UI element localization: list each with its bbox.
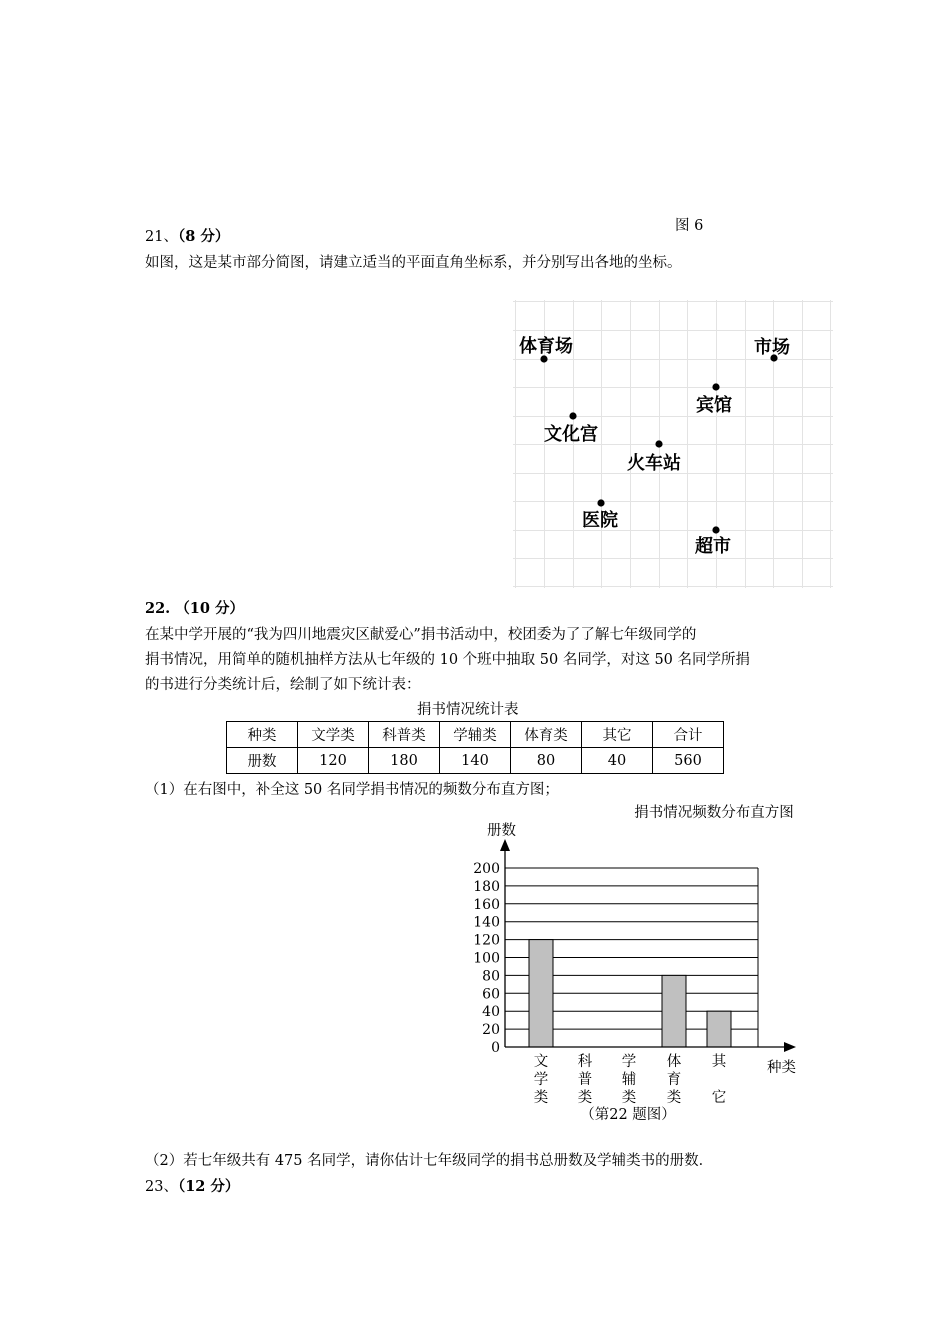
q23-number: 23、: [145, 1179, 178, 1195]
y-tick-label: 120: [473, 932, 500, 949]
table-row: [227, 722, 724, 748]
x-tick-label: 辅: [621, 1072, 637, 1088]
x-tick-label: 类: [621, 1090, 637, 1106]
x-tick-label: 普: [577, 1072, 593, 1088]
q22-sub2: （2）若七年级共有 475 名同学，请你估计七年级同学的捐书总册数及学辅类书的册数．: [145, 1153, 714, 1169]
table-cell: 120: [298, 748, 369, 774]
q23-header: [145, 1180, 239, 1195]
x-tick-label: 学: [533, 1072, 549, 1088]
stats-table: [226, 721, 724, 774]
table-cell: 册数: [227, 748, 298, 774]
y-tick-label: 20: [482, 1022, 500, 1039]
x-tick-label: 类: [666, 1090, 682, 1106]
table-cell: 种类: [227, 722, 298, 748]
table-cell: 文学类: [298, 722, 369, 748]
map-label-train-station: 火车站: [627, 453, 681, 474]
figure-caption: （第22 题图）: [580, 1107, 676, 1123]
x-tick-label: 其: [711, 1054, 727, 1070]
map-label-culture-palace: 文化宫: [544, 424, 598, 445]
q23-score: （12 分）: [177, 1178, 240, 1195]
x-tick-label: 它: [711, 1090, 727, 1106]
y-tick-label: 180: [473, 878, 500, 895]
table-cell: 合计: [653, 722, 724, 748]
q21-number: 21、: [145, 229, 178, 245]
table-cell: 40: [582, 748, 653, 774]
chart-title: 捐书情况频数分布直方图: [634, 805, 794, 821]
supermarket-point: [712, 526, 719, 533]
x-tick-label: 学: [621, 1054, 637, 1070]
table-cell: 180: [369, 748, 440, 774]
q21-score: （8 分）: [177, 228, 230, 245]
bar: [529, 940, 553, 1047]
table-cell: 体育类: [511, 722, 582, 748]
x-tick-label: 育: [666, 1072, 682, 1088]
table-cell: 560: [653, 748, 724, 774]
y-tick-label: 140: [473, 914, 500, 931]
histogram-chart: [440, 795, 820, 1125]
culture-palace-point: [569, 412, 576, 419]
table-cell: 科普类: [369, 722, 440, 748]
table-cell: 80: [511, 748, 582, 774]
q21-body: 如图，这是某市部分简图，请建立适当的平面直角坐标系，并分别写出各地的坐标。: [145, 255, 682, 271]
q22-header: 22. （10 分）: [145, 600, 245, 617]
y-tick-label: 200: [473, 861, 500, 877]
y-tick-label: 40: [482, 1004, 500, 1021]
map-label-market: 市场: [754, 337, 790, 358]
chart-ylabel: 册数: [487, 823, 516, 839]
stats-table-title: 捐书情况统计表: [417, 702, 519, 718]
x-tick-label: 科: [577, 1054, 593, 1070]
map-label-hotel: 宾馆: [696, 395, 732, 416]
q22-para-line3: 的书进行分类统计后，绘制了如下统计表：: [145, 677, 421, 693]
train-station-point: [655, 440, 662, 447]
bar: [707, 1011, 731, 1047]
hotel-point: [712, 383, 719, 390]
x-tick-label: 体: [666, 1054, 682, 1070]
chart-xlabel: 种类: [767, 1060, 796, 1076]
q21-header: [145, 230, 229, 245]
y-axis-arrow: [500, 839, 510, 851]
figure-6-caption: 图 6: [675, 218, 704, 234]
y-tick-label: 160: [473, 896, 500, 913]
y-tick-label: 80: [482, 968, 500, 985]
table-cell: 其它: [582, 722, 653, 748]
city-map: [513, 300, 833, 588]
x-tick-label: 类: [533, 1090, 549, 1106]
q22-para-line1: 在某中学开展的“我为四川地震灾区献爱心”捐书活动中，校团委为了了解七年级同学的: [145, 627, 697, 643]
y-tick-label: 0: [491, 1040, 500, 1056]
table-cell: 140: [440, 748, 511, 774]
y-tick-label: 60: [482, 986, 500, 1003]
table-cell: 学辅类: [440, 722, 511, 748]
x-axis-arrow: [784, 1042, 796, 1052]
bar: [662, 975, 686, 1047]
table-row: [227, 748, 724, 774]
hospital-point: [597, 499, 604, 506]
x-tick-label: 文: [533, 1054, 549, 1070]
map-label-hospital: 医院: [582, 510, 618, 531]
map-label-stadium: 体育场: [519, 336, 573, 357]
q22-para-line2: 捐书情况，用简单的随机抽样方法从七年级的 10 个班中抽取 50 名同学，对这 50 名同学所捐: [145, 652, 751, 668]
y-tick-label: 100: [473, 950, 500, 967]
map-label-supermarket: 超市: [695, 536, 731, 557]
x-tick-label: 类: [577, 1090, 593, 1106]
q22-sub1: （1）在右图中，补全这 50 名同学捐书情况的频数分布直方图；: [145, 782, 559, 798]
